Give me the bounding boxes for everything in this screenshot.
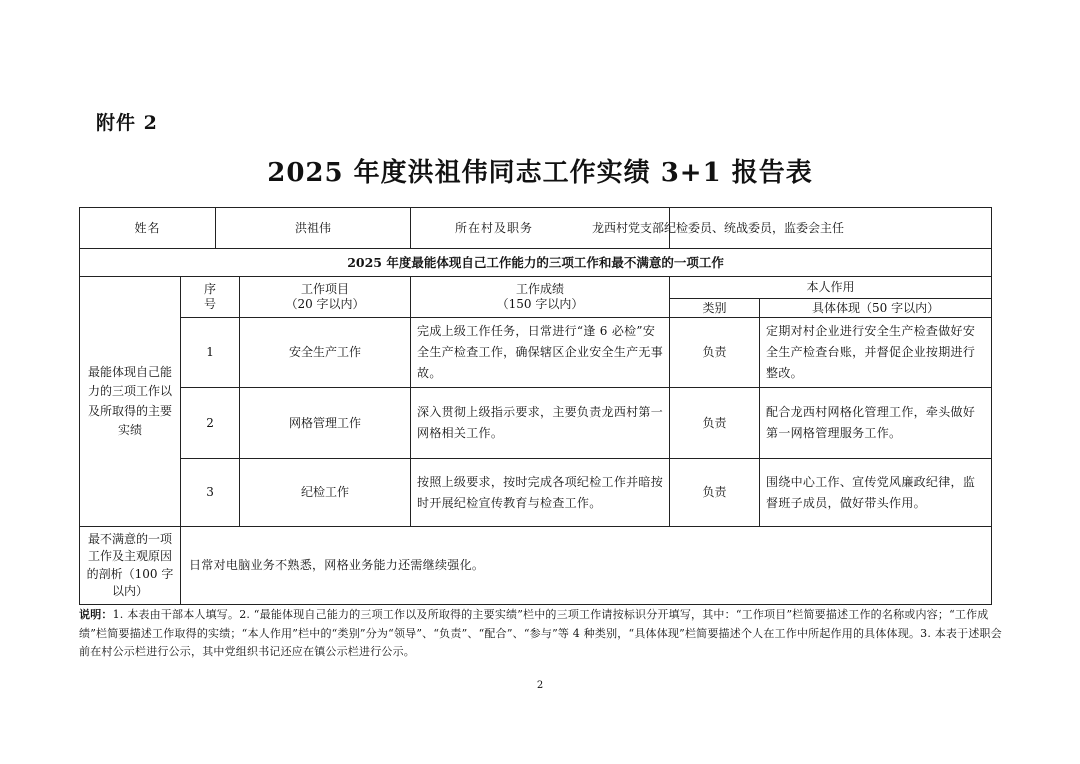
result-header-line1: 工作成绩 (516, 282, 565, 296)
document-title: 2025 年度洪祖伟同志工作实绩 3+1 报告表 (267, 158, 813, 188)
best-work-label: 最能体现自己能力的三项工作以及所取得的主要实绩 (80, 277, 181, 527)
seq-header (181, 277, 240, 318)
position-value-text: 龙西村党支部纪检委员、统战委员，监委会主任 (592, 220, 845, 235)
role-header: 本人作用 (670, 277, 992, 299)
note-label: 说明： (79, 608, 113, 621)
row-category: 负责 (670, 388, 760, 459)
position-label-text: 所在村及职务 (455, 220, 534, 235)
section-title-row (80, 249, 992, 277)
result-header (411, 277, 670, 318)
project-header-line1: 工作项目 (301, 282, 350, 296)
table-row (80, 459, 992, 527)
note-paragraph (79, 606, 1003, 662)
row-category: 负责 (670, 459, 760, 527)
row-seq: 1 (181, 318, 240, 388)
table-row (80, 318, 992, 388)
row-detail: 配合龙西村网格化管理工作，牵头做好第一网格管理服务工作。 (760, 388, 992, 459)
note-text: 1. 本表由干部本人填写。2. “最能体现自己能力的三项工作以及所取得的主要实绩”栏中的三项工作请按标识分开填写，其中：“工作项目”栏简要描述工作的名称或内容；“工作成绩”栏简要描述工作取得的实绩；“本人作用”栏中的“类别”分为“领导”、“负责”、“配合”、“参与”等 4 种类别，“具体体现”栏简要描述个人在工作中所起作用的具体体现。3. 本表于述职会前在村公示栏进行公示，其中党组织书记还应在镇公示栏进行公示。 (79, 608, 1002, 659)
name-value: 洪祖伟 (216, 208, 411, 249)
worst-work-text: 日常对电脑业务不熟悉，网格业务能力还需继续强化。 (181, 527, 992, 605)
header-row (80, 208, 992, 249)
position-value (592, 208, 992, 249)
seq-header-line1: 序 (204, 282, 217, 296)
row-project: 纪检工作 (240, 459, 411, 527)
table-row (80, 388, 992, 459)
column-header-row-1 (80, 277, 992, 299)
row-result: 完成上级工作任务，日常进行“逢 6 必检”安全生产检查工作，确保辖区企业安全生产无事故。 (411, 318, 670, 388)
worst-work-row (80, 527, 992, 605)
category-header: 类别 (670, 299, 760, 318)
result-header-line2: （150 字以内） (496, 297, 584, 311)
name-label: 姓名 (80, 208, 216, 249)
worst-work-label: 最不满意的一项工作及主观原因的剖析（100 字以内） (80, 527, 181, 605)
row-result: 深入贯彻上级指示要求，主要负责龙西村第一网格相关工作。 (411, 388, 670, 459)
seq-header-line2: 号 (204, 297, 217, 311)
row-result: 按照上级要求，按时完成各项纪检工作并暗按时开展纪检宣传教育与检查工作。 (411, 459, 670, 527)
row-detail: 围绕中心工作、宣传党风廉政纪律，监督班子成员，做好带头作用。 (760, 459, 992, 527)
report-table (79, 207, 992, 605)
detail-header: 具体体现（50 字以内） (760, 299, 992, 318)
row-project: 安全生产工作 (240, 318, 411, 388)
section-title: 2025 年度最能体现自己工作能力的三项工作和最不满意的一项工作 (80, 249, 992, 277)
row-category: 负责 (670, 318, 760, 388)
annex-label: 附件 2 (96, 112, 158, 134)
row-seq: 2 (181, 388, 240, 459)
row-detail: 定期对村企业进行安全生产检查做好安全生产检查台账，并督促企业按期进行整改。 (760, 318, 992, 388)
page-number: 2 (536, 680, 544, 691)
row-seq: 3 (181, 459, 240, 527)
project-header-line2: （20 字以内） (285, 297, 365, 311)
row-project: 网格管理工作 (240, 388, 411, 459)
project-header (240, 277, 411, 318)
